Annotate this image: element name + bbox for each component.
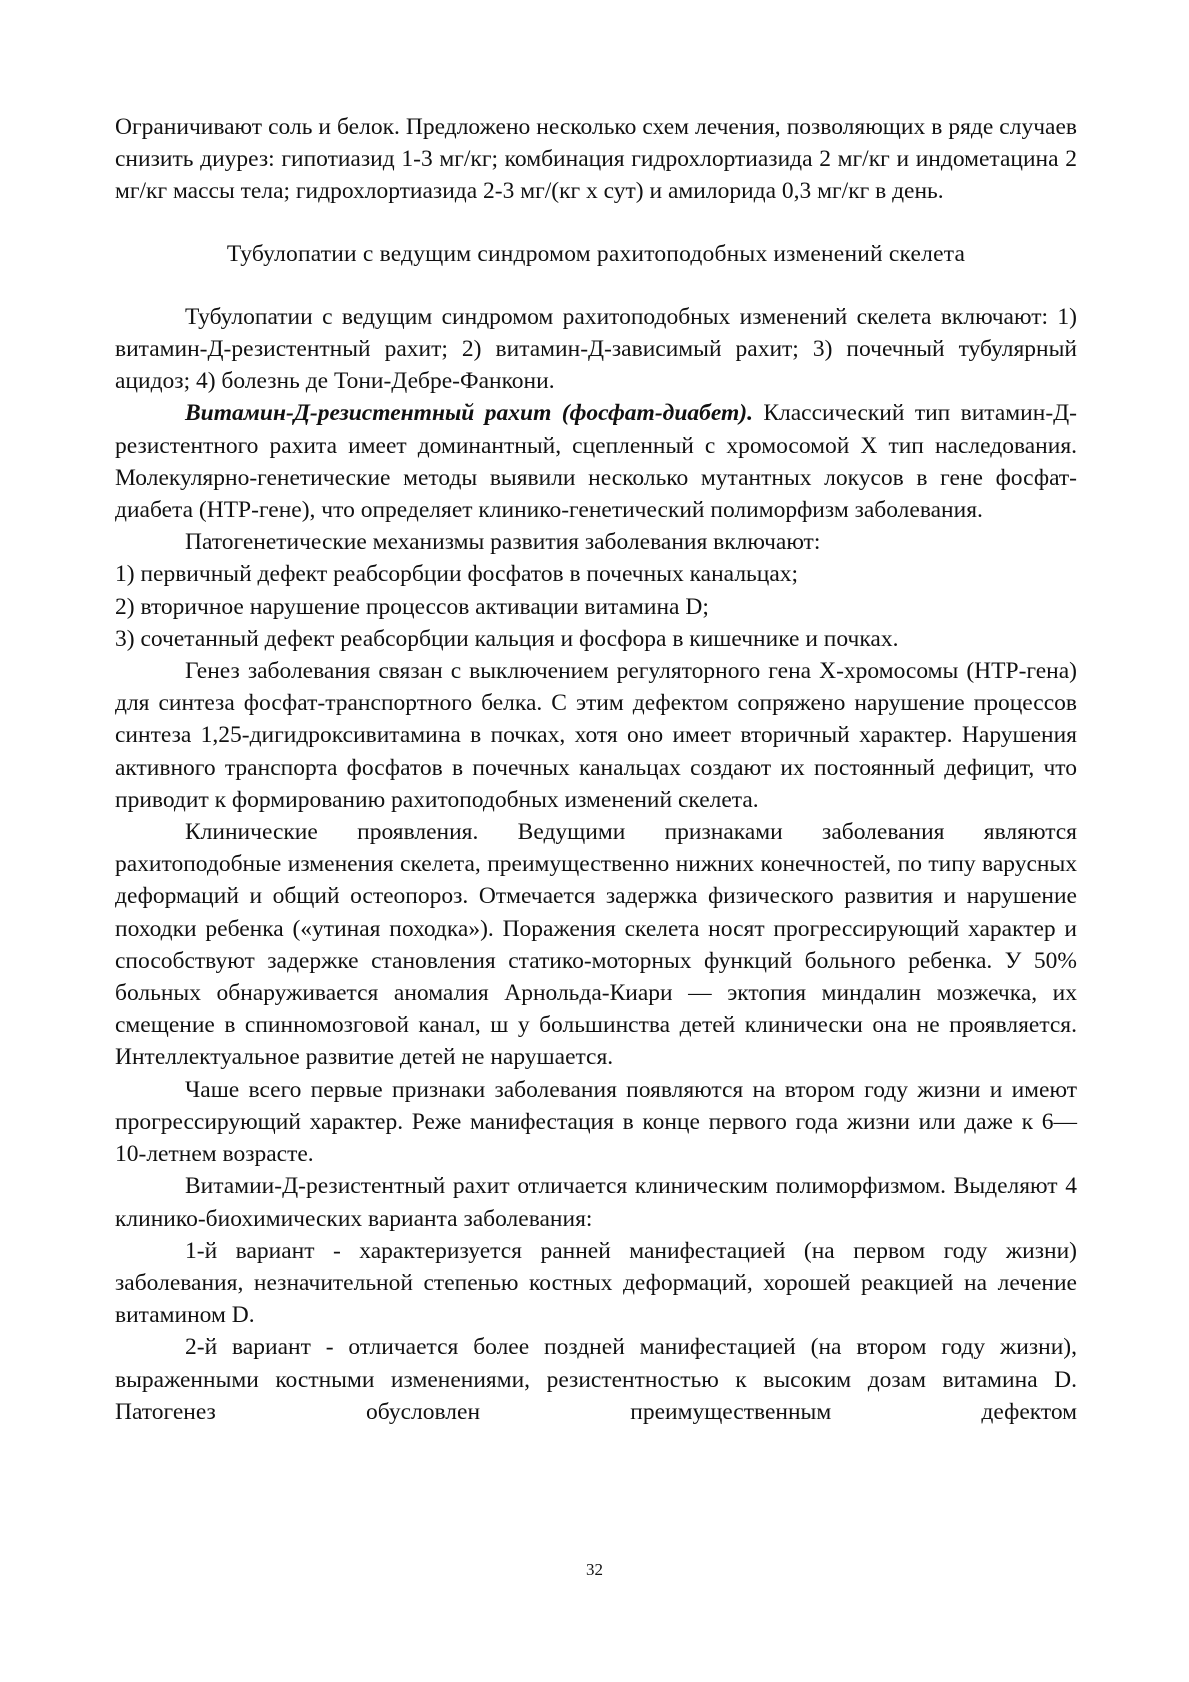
- paragraph-pathogenesis-intro: Патогенетические механизмы развития заболевания включают:: [185, 529, 821, 556]
- paragraph-vitamin-d-resistant: [115, 397, 1077, 526]
- paragraph-polymorphism: Витамии-Д-резистентный рахит отличается клиническим полиморфизмом. Выделяют 4 клинико-биохимических варианта заболевания:: [115, 1173, 1077, 1232]
- paragraph-vitamin-d-resistant-text: Классический тип витамин-Д-резистентного рахита имеет доминантный, сцепленный с хромосомой X тип наследования. Молекулярно-генетические методы выявили несколько мутантных локусов в гене фосфат-диабета (HTP-гене), что определяет клинико-генетический полиморфизм заболевания.: [115, 400, 1078, 524]
- paragraph-salt-protein: Ограничивают соль и белок. Предложено несколько схем лечения, позволяющих в ряде случаев снизить диурез: гипотиазид 1-3 мг/кг; комбинация гидрохлортиазида 2 мг/кг и индометацина 2 мг/кг массы тела; гидрохлортиазида 2-3 мг/(кг х сут) и амилорида 0,3 мг/кг в день.: [115, 114, 1077, 205]
- page-body: [115, 111, 1077, 1428]
- list-item-2: 2) вторичное нарушение процессов активации витамина D;: [115, 593, 709, 620]
- paragraph-variant-2: 2-й вариант - отличается более поздней манифестацией (на втором году жизни), выраженными костными изменениями, резистентностью к высоким дозам витамина D. Патогенез обусловлен преимущественным дефектом: [115, 1334, 1077, 1425]
- list-item-3: 3) сочетанный дефект реабсорбции кальция и фосфора в кишечнике и почках.: [115, 625, 899, 652]
- paragraph-clinical: Клинические проявления. Ведущими признаками заболевания являются рахитоподобные изменения скелета, преимущественно нижних конечностей, по типу варусных деформаций и общий остеопороз. Отмечается задержка физического развития и нарушение походки ребенка («утиная походка»). Поражения скелета носят прогрессирующий характер и способствуют задержке становления статико-моторных функций больного ребенка. У 50% больных обнаруживается аномалия Арнольда-Киари — эктопия миндалин мозжечка, их смещение в спинномозговой канал, ш у большинства детей клинически она не проявляется. Интеллектуальное развитие детей не нарушается.: [115, 819, 1077, 1071]
- paragraph-variant-1: 1-й вариант - характеризуется ранней манифестацией (на первом году жизни) заболевания, незначительной степенью костных деформаций, хорошей реакцией на лечение витамином D.: [115, 1237, 1077, 1329]
- section-heading: Тубулопатии с ведущим синдромом рахитоподобных изменений скелета: [226, 240, 966, 267]
- paragraph-onset: Чаше всего первые признаки заболевания появляются на втором году жизни и имеют прогрессирующий характер. Реже манифестация в конце первого года жизни или даже к 6— 10-летнем возрасте.: [115, 1076, 1077, 1168]
- page-number: 32: [586, 1560, 603, 1579]
- term-vitamin-d-resistant-rickets: Витамин-Д-резистентный рахит (фосфат-диабет).: [185, 400, 753, 427]
- paragraph-tubulopathies-list: Тубулопатии с ведущим синдромом рахитоподобных изменений скелета включают: 1) витамин-Д-резистентный рахит; 2) витамин-Д-зависимый рахит; 3) почечный тубулярный ацидоз; 4) болезнь де Тони-Дебре-Фанкони.: [115, 303, 1077, 395]
- list-item-1: 1) первичный дефект реабсорбции фосфатов в почечных канальцах;: [115, 561, 799, 588]
- paragraph-genesis: Генез заболевания связан с выключением регуляторного гена X-хромосомы (HTP-гена) для синтеза фосфат-транспортного белка. С этим дефектом сопряжено нарушение процессов синтеза 1,25-дигидроксивитамина в почках, хотя оно имеет вторичный характер. Нарушения активного транспорта фосфатов в почечных канальцах создают их постоянный дефицит, что приводит к формированию рахитоподобных изменений скелета.: [115, 658, 1077, 813]
